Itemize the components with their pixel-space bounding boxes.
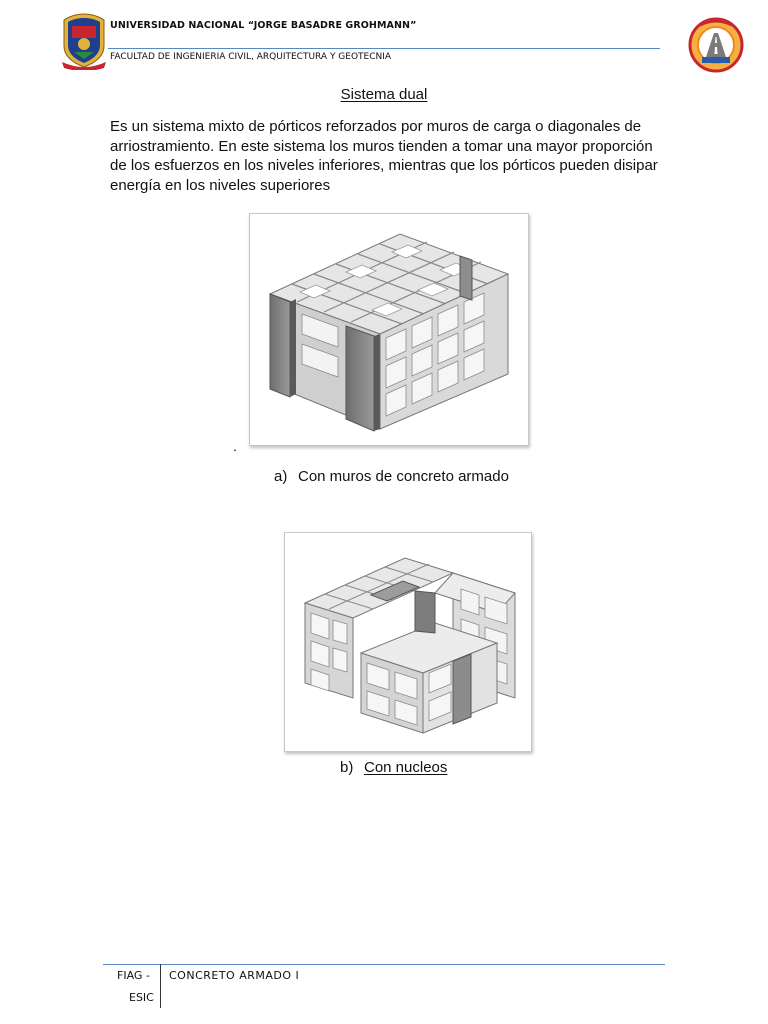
figure-b-caption-text: Con nucleos [364, 759, 448, 776]
faculty-name: FACULTAD DE INGENIERIA CIVIL, ARQUITECTURA Y GEOTECNIA [110, 52, 392, 62]
footer-course: CONCRETO ARMADO I [169, 969, 300, 982]
body-paragraph: Es un sistema mixto de pórticos reforzados por muros de carga o diagonales de arriostramiento. En este sistema los muros tienden a tomar una mayor proporción de los esfuerzos en los niveles inferiores, mientras que los pórticos pueden disipar energía en los niveles superiores [110, 118, 658, 194]
footer-rule [103, 964, 665, 965]
header-rule [108, 48, 660, 49]
figure-b [284, 532, 532, 752]
dual-system-core-walls-illustration [285, 533, 531, 751]
footer-left-line1: FIAG - [117, 969, 150, 982]
figure-b-caption [340, 759, 447, 776]
footer-divider [160, 964, 161, 1008]
figure-b-marker: b) [340, 759, 354, 776]
page-title: Sistema dual [340, 86, 428, 103]
dual-system-concrete-walls-illustration [250, 214, 528, 445]
university-seal-icon [58, 12, 110, 70]
stray-mark: . [233, 438, 237, 454]
university-name: UNIVERSIDAD NACIONAL “JORGE BASADRE GROHMANN” [110, 20, 417, 31]
figure-a-caption [274, 468, 509, 485]
footer-left-line2: ESIC [129, 991, 154, 1004]
figure-a-caption-text: Con muros de concreto armado [298, 468, 509, 485]
figure-a [249, 213, 529, 446]
figure-a-marker: a) [274, 468, 288, 485]
civil-engineering-badge-icon [688, 17, 744, 73]
